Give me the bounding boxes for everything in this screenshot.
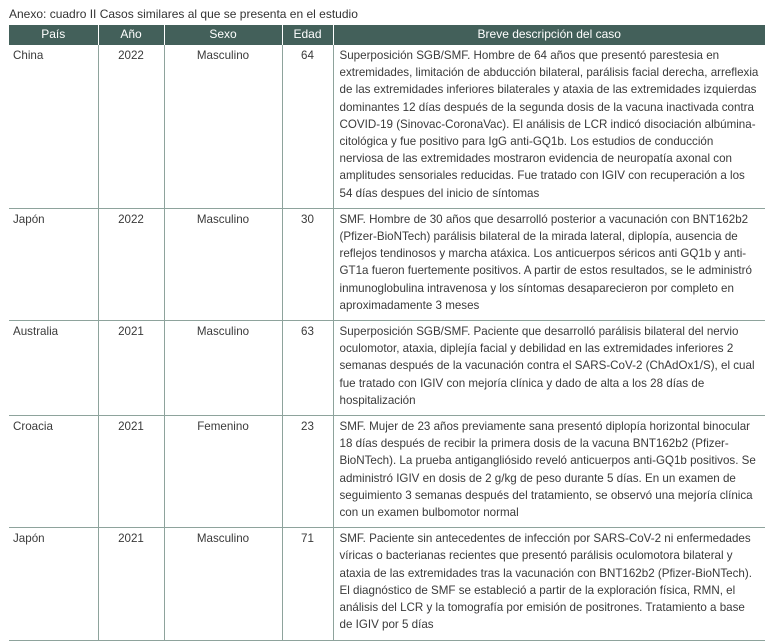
cell-descripcion: SMF. Paciente sin antecedentes de infección por SARS-CoV-2 ni enfermedades víricas o bacterianas recientes que presentó parálisis oculomotora bilateral y ataxia de las extremidades tras la vacunación con BNT162b2 (Pfizer-BioNTech). El diagnóstico de SMF se estableció a partir de la exploración física, RMN, el análisis del LCR y la tomografía por emisión de positrones. Tratamiento a base de IGIV por 5 días — [333, 528, 765, 640]
header-anio: Año — [98, 25, 164, 45]
cell-pais: Australia — [9, 321, 98, 416]
header-sexo: Sexo — [164, 25, 282, 45]
cell-sexo: Masculino — [164, 528, 282, 640]
cell-descripcion: Superposición SGB/SMF. Paciente que desarrolló parálisis bilateral del nervio oculomotor, ataxia, diplejía facial y debilidad en las extremidades inferiores 2 semanas después de la vacunación contra el SARS-CoV-2 (ChAdOx1/S), el cual fue tratado con IGIV con mejoría clínica y dado de alta a los 28 días de hospitalización — [333, 321, 765, 416]
table-row — [9, 45, 765, 208]
cell-anio: 2021 — [98, 416, 164, 528]
cell-edad: 63 — [282, 321, 333, 416]
cell-pais: Japón — [9, 528, 98, 640]
cell-sexo: Femenino — [164, 416, 282, 528]
cell-sexo: Masculino — [164, 45, 282, 208]
cell-descripcion: SMF. Hombre de 30 años que desarrolló posterior a vacunación con BNT162b2 (Pfizer-BioNTech) parálisis bilateral de la mirada lateral, diplopía, ausencia de reflejos tendinosos y marcha atáxica. Los anticuerpos séricos anti GQ1b y anti-GT1a fueron fuertemente positivos. A partir de estos resultados, se le administró inmunoglobulina intravenosa y los síntomas desaparecieron por completo en aproximadamente 3 meses — [333, 208, 765, 320]
table-row — [9, 528, 765, 640]
cell-descripcion: Superposición SGB/SMF. Hombre de 64 años que presentó parestesia en extremidades, limitación de abducción bilateral, parálisis facial derecha, arreflexia de las extremidades inferiores bilaterales y ataxia de las extremidades izquierdas dominantes 12 días después de la segunda dosis de la vacuna inactivada contra COVID-19 (Sinovac-CoronaVac). El análisis de LCR indicó disociación albúmina-citológica y fue positivo para IgG anti-GQ1b. Los estudios de conducción nerviosa de las extremidades mostraron evidencia de neuropatía axonal con amplitudes sensoriales reducidas. Fue tratado con IGIV con recuperación a los 54 días despues del inicio de síntomas — [333, 45, 765, 208]
cases-table — [9, 25, 765, 641]
table-caption: Anexo: cuadro II Casos similares al que se presenta en el estudio — [9, 7, 358, 21]
cell-anio: 2021 — [98, 321, 164, 416]
cell-descripcion: SMF. Mujer de 23 años previamente sana presentó diplopía horizontal binocular 18 días después de recibir la primera dosis de la vacuna BNT162b2 (Pfizer-BioNTech). La prueba antigangliósido reveló anticuerpos anti-GQ1b positivos. Se administró IGIV en dosis de 2 g/kg de peso durante 5 días. En un examen de seguimiento 3 semanas después del tratamiento, se observó una mejoría clínica con un examen bulbomotor normal — [333, 416, 765, 528]
cell-edad: 30 — [282, 208, 333, 320]
cell-pais: Croacia — [9, 416, 98, 528]
cell-anio: 2022 — [98, 45, 164, 208]
table-row — [9, 321, 765, 416]
header-pais: País — [9, 25, 98, 45]
header-descripcion: Breve descripción del caso — [333, 25, 765, 45]
header-edad: Edad — [282, 25, 333, 45]
header-row — [9, 25, 765, 45]
table-row — [9, 208, 765, 320]
cell-edad: 71 — [282, 528, 333, 640]
cell-sexo: Masculino — [164, 208, 282, 320]
cell-anio: 2022 — [98, 208, 164, 320]
cell-anio: 2021 — [98, 528, 164, 640]
cell-edad: 23 — [282, 416, 333, 528]
cell-edad: 64 — [282, 45, 333, 208]
table-row — [9, 416, 765, 528]
cell-pais: Japón — [9, 208, 98, 320]
cell-pais: China — [9, 45, 98, 208]
cell-sexo: Masculino — [164, 321, 282, 416]
